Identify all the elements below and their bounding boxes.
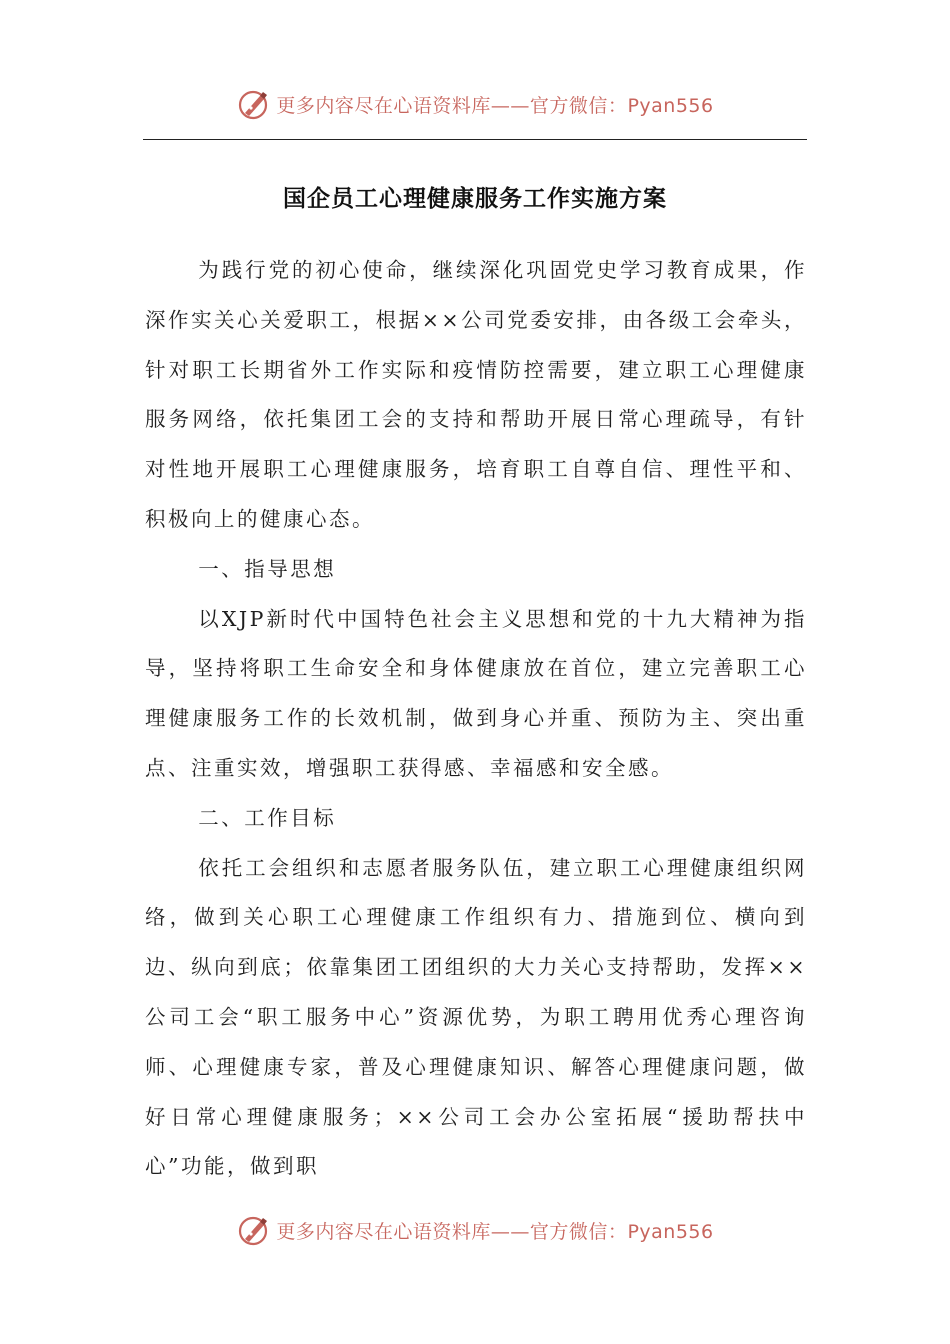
banner-separator: ——: [490, 94, 530, 117]
header-banner: [0, 84, 950, 124]
banner-text: [276, 1217, 713, 1244]
banner-contact-id: Pyan556: [627, 1220, 714, 1243]
section-heading: 一、指导思想: [198, 556, 337, 581]
banner-contact-label: 官方微信：: [529, 94, 628, 117]
header-rule: [143, 139, 807, 140]
banner-brand: 更多内容尽在心语资料库: [276, 94, 491, 117]
pen-logo-icon: [236, 1212, 272, 1248]
section-heading: 二、工作目标: [198, 805, 337, 830]
pen-logo-icon: [236, 86, 272, 122]
footer-banner: [0, 1210, 950, 1250]
banner-contact-label: 官方微信：: [529, 1220, 628, 1243]
paragraph: 以XJP新时代中国特色社会主义思想和党的十九大精神为指导，坚持将职工生命安全和身体健康放在首位，建立完善职工心理健康服务工作的长效机制，做到身心并重、预防为主、突出重点、注重实效，增强职工获得感、幸福感和安全感。: [145, 606, 807, 780]
banner-brand: 更多内容尽在心语资料库: [276, 1220, 491, 1243]
document-title: 国企员工心理健康服务工作实施方案: [283, 186, 667, 212]
paragraph: 为践行党的初心使命，继续深化巩固党史学习教育成果，作深作实关心关爱职工，根据××公司党委安排，由各级工会牵头，针对职工长期省外工作实际和疫情防控需要，建立职工心理健康服务网络，依托集团工会的支持和帮助开展日常心理疏导，有针对性地开展职工心理健康服务，培育职工自尊自信、理性平和、积极向上的健康心态。: [145, 258, 807, 531]
banner-contact-id: Pyan556: [627, 94, 714, 117]
document-body: [145, 246, 807, 1192]
banner-separator: ——: [490, 1220, 530, 1243]
paragraph: 依托工会组织和志愿者服务队伍，建立职工心理健康组织网络，做到关心职工心理健康工作组织有力、措施到位、横向到边、纵向到底；依靠集团工团组织的大力关心支持帮助，发挥××公司工会“职工服务中心”资源优势，为职工聘用优秀心理咨询师、心理健康专家，普及心理健康知识、解答心理健康问题，做好日常心理健康服务；××公司工会办公室拓展“援助帮扶中心”功能，做到职: [145, 855, 807, 1179]
banner-text: [276, 91, 713, 118]
